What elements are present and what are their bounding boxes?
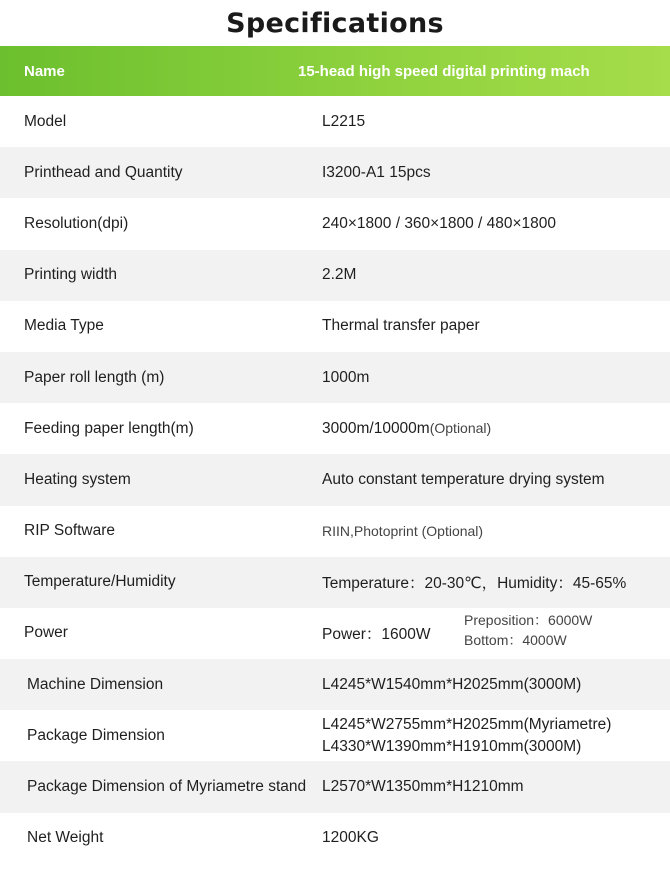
table-row-printing-width <box>0 250 670 301</box>
row-label: Heating system <box>24 470 131 488</box>
row-label: Model <box>24 112 67 130</box>
row-label: Package Dimension of Myriametre stand <box>27 778 307 796</box>
row-label: RIP Software <box>24 522 116 540</box>
power-main-value: Power：1600W <box>322 626 431 644</box>
table-row-media-type <box>0 301 670 352</box>
header-name-label: Name <box>24 62 65 80</box>
table-row-model <box>0 96 670 147</box>
row-value: 2.2M <box>322 266 357 284</box>
row-value: I3200-A1 15pcs <box>322 163 431 181</box>
row-label: Printhead and Quantity <box>24 163 183 181</box>
package-dimension-line2: L4330*W1390mm*H1910mm(3000M) <box>322 737 582 755</box>
row-label: Feeding paper length(m) <box>24 419 194 437</box>
row-label: Net Weight <box>27 829 104 847</box>
row-label: Power <box>24 624 68 642</box>
row-label: Machine Dimension <box>27 675 164 693</box>
table-row-rip-software <box>0 506 670 557</box>
row-value-note: (Optional) <box>429 419 492 436</box>
table-row-net-weight <box>0 813 670 864</box>
row-value <box>322 420 670 438</box>
row-value: 1200KG <box>322 829 379 847</box>
table-row-paper-roll <box>0 352 670 403</box>
row-value: 240×1800 / 360×1800 / 480×1800 <box>322 214 557 232</box>
power-sub-values <box>464 610 592 650</box>
row-label: Resolution(dpi) <box>24 214 129 232</box>
row-label: Package Dimension <box>27 726 165 744</box>
row-value: Temperature：20-30℃，Humidity：45-65% <box>322 575 627 593</box>
table-row-heating <box>0 454 670 505</box>
row-label: Media Type <box>24 317 104 335</box>
header-value-label: 15-head high speed digital printing mach <box>298 62 590 80</box>
row-value: L2570*W1350mm*H1210mm <box>322 778 524 796</box>
table-row-temperature <box>0 557 670 608</box>
row-label: Paper roll length (m) <box>24 368 165 386</box>
table-row-package-dimension <box>0 710 670 761</box>
row-value: Auto constant temperature drying system <box>322 470 605 488</box>
table-row-package-myriametre <box>0 761 670 812</box>
row-value <box>322 714 670 758</box>
row-value: RIIN,Photoprint (Optional) <box>322 523 484 540</box>
package-dimension-line1: L4245*W2755mm*H2025mm(Myriametre) <box>322 715 612 733</box>
row-label: Temperature/Humidity <box>24 573 176 591</box>
preposition-value: Preposition：6000W <box>464 612 593 629</box>
row-label: Printing width <box>24 266 118 284</box>
row-value-main: 3000m/10000m <box>322 419 430 437</box>
table-row-resolution <box>0 198 670 249</box>
row-value: L2215 <box>322 112 366 130</box>
page-title: Specifications <box>226 7 444 39</box>
row-value: Thermal transfer paper <box>322 317 480 335</box>
row-value <box>322 612 670 650</box>
table-header <box>0 46 670 96</box>
table-row-printhead <box>0 147 670 198</box>
table-row-power <box>0 608 670 659</box>
row-value: 1000m <box>322 368 370 386</box>
row-value: L4245*W1540mm*H2025mm(3000M) <box>322 675 582 693</box>
table-row-machine-dimension <box>0 659 670 710</box>
table-row-feeding-paper <box>0 403 670 454</box>
bottom-value: Bottom：4000W <box>464 632 567 649</box>
